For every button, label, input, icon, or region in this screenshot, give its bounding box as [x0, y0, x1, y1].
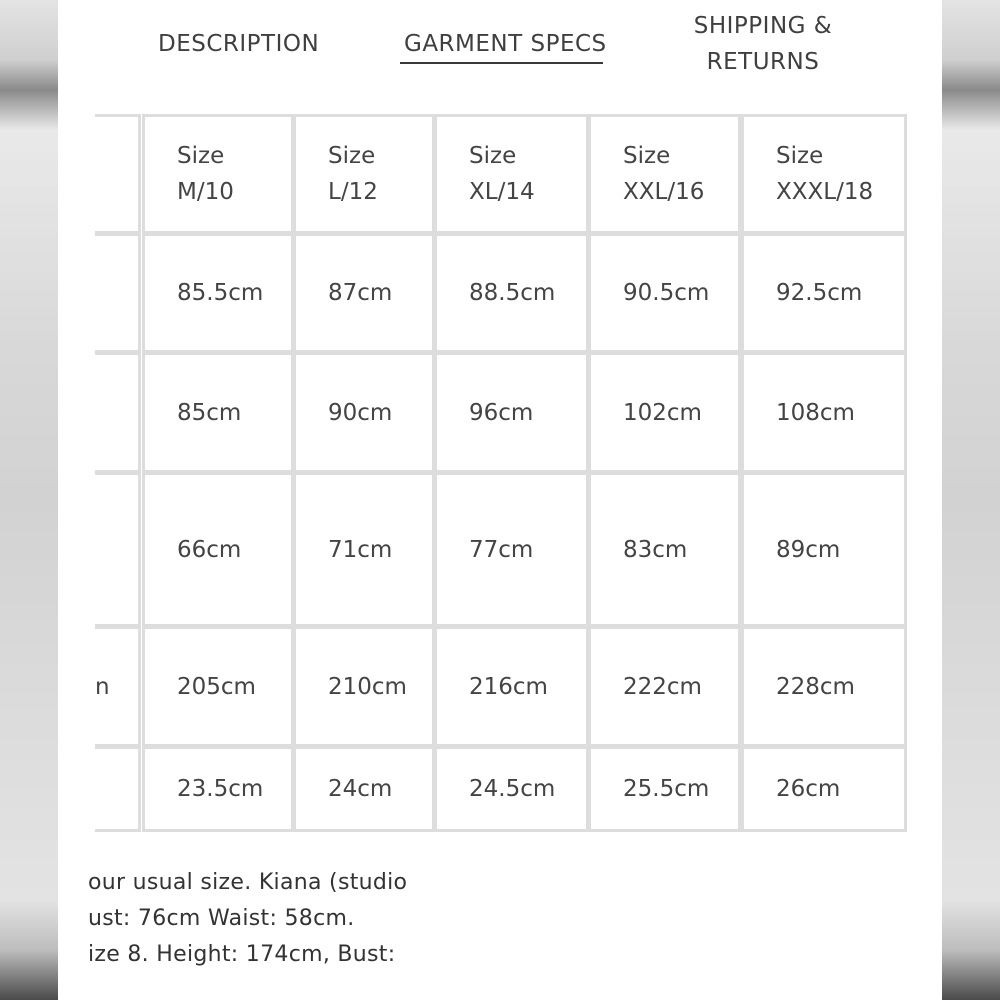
measurement-label-cell — [95, 626, 141, 747]
measurement-label-cell — [95, 233, 141, 353]
cell-text: 210cm — [328, 673, 407, 700]
left-frame-edge — [0, 0, 58, 1000]
cell-text: 83cm — [623, 536, 688, 563]
measurement-value-cell — [588, 352, 741, 473]
measurement-value-cell — [741, 352, 907, 473]
measurement-label-cell — [95, 114, 141, 234]
cell-text: 90.5cm — [623, 280, 710, 306]
size-spec-table — [95, 114, 906, 831]
cell-text: 205cm — [177, 673, 256, 700]
cell-text: Size XL/14 — [469, 143, 535, 205]
tab-garment-specs[interactable]: GARMENT SPECS — [404, 31, 607, 57]
measurement-value-cell — [142, 746, 294, 832]
cell-text: 102cm — [623, 399, 702, 426]
measurement-value-cell — [434, 746, 589, 832]
measurement-value-cell — [588, 472, 741, 627]
cell-text: 222cm — [623, 673, 702, 700]
measurement-value-cell — [588, 626, 741, 747]
cell-text: 87cm — [328, 280, 393, 306]
size-header-cell — [142, 114, 294, 234]
cell-text: 90cm — [328, 399, 393, 426]
tab-description[interactable]: DESCRIPTION — [158, 31, 320, 57]
cell-text: 216cm — [469, 673, 548, 700]
cell-text: Size XXXL/18 — [776, 143, 874, 205]
cell-text: 25.5cm — [623, 776, 710, 802]
measurement-value-cell — [293, 352, 435, 473]
cell-text: 88.5cm — [469, 280, 556, 306]
fit-note-line: our usual size. Kiana (studio — [88, 870, 408, 895]
cell-text: 85.5cm — [177, 280, 264, 306]
cell-text: 24.5cm — [469, 776, 556, 802]
measurement-label-cell — [95, 352, 141, 473]
cell-text: 92.5cm — [776, 280, 863, 306]
fit-note-line: ize 8. Height: 174cm, Bust: — [88, 942, 396, 967]
cell-text: 89cm — [776, 536, 841, 563]
measurement-value-cell — [293, 233, 435, 353]
fit-note-line: ust: 76cm Waist: 58cm. — [88, 906, 355, 931]
measurement-value-cell — [741, 233, 907, 353]
tab-shipping-line2: RETURNS — [706, 49, 820, 75]
size-header-cell — [741, 114, 907, 234]
active-tab-underline — [400, 62, 603, 64]
right-frame-edge — [942, 0, 1000, 1000]
measurement-value-cell — [293, 472, 435, 627]
cell-text: 23.5cm — [177, 776, 264, 802]
measurement-value-cell — [741, 746, 907, 832]
measurement-value-cell — [434, 233, 589, 353]
measurement-label-cell — [95, 472, 141, 627]
measurement-label-cell — [95, 746, 141, 832]
measurement-value-cell — [588, 746, 741, 832]
measurement-value-cell — [741, 626, 907, 747]
measurement-value-cell — [142, 472, 294, 627]
cell-text: 66cm — [177, 536, 242, 563]
measurement-value-cell — [588, 233, 741, 353]
tab-shipping-returns[interactable] — [688, 8, 838, 80]
measurement-value-cell — [293, 746, 435, 832]
measurement-value-cell — [142, 233, 294, 353]
cell-text: n — [95, 673, 110, 700]
cell-text: Size M/10 — [177, 143, 234, 205]
fit-note — [88, 865, 468, 973]
cell-text: 85cm — [177, 399, 242, 426]
cell-text: 26cm — [776, 776, 841, 802]
measurement-value-cell — [434, 472, 589, 627]
cell-text: 96cm — [469, 399, 534, 426]
cell-text: 228cm — [776, 673, 855, 700]
measurement-value-cell — [434, 352, 589, 473]
measurement-value-cell — [293, 626, 435, 747]
cell-text: Size L/12 — [328, 143, 378, 205]
measurement-value-cell — [741, 472, 907, 627]
tab-shipping-line1: SHIPPING & — [693, 13, 833, 39]
size-header-cell — [293, 114, 435, 234]
cell-text: 108cm — [776, 399, 855, 426]
cell-text: 77cm — [469, 536, 534, 563]
product-details-panel — [58, 0, 942, 1000]
measurement-value-cell — [142, 626, 294, 747]
cell-text: Size XXL/16 — [623, 143, 705, 205]
cell-text: 71cm — [328, 536, 393, 563]
measurement-value-cell — [142, 352, 294, 473]
size-header-cell — [434, 114, 589, 234]
cell-text: 24cm — [328, 776, 393, 802]
size-header-cell — [588, 114, 741, 234]
measurement-value-cell — [434, 626, 589, 747]
